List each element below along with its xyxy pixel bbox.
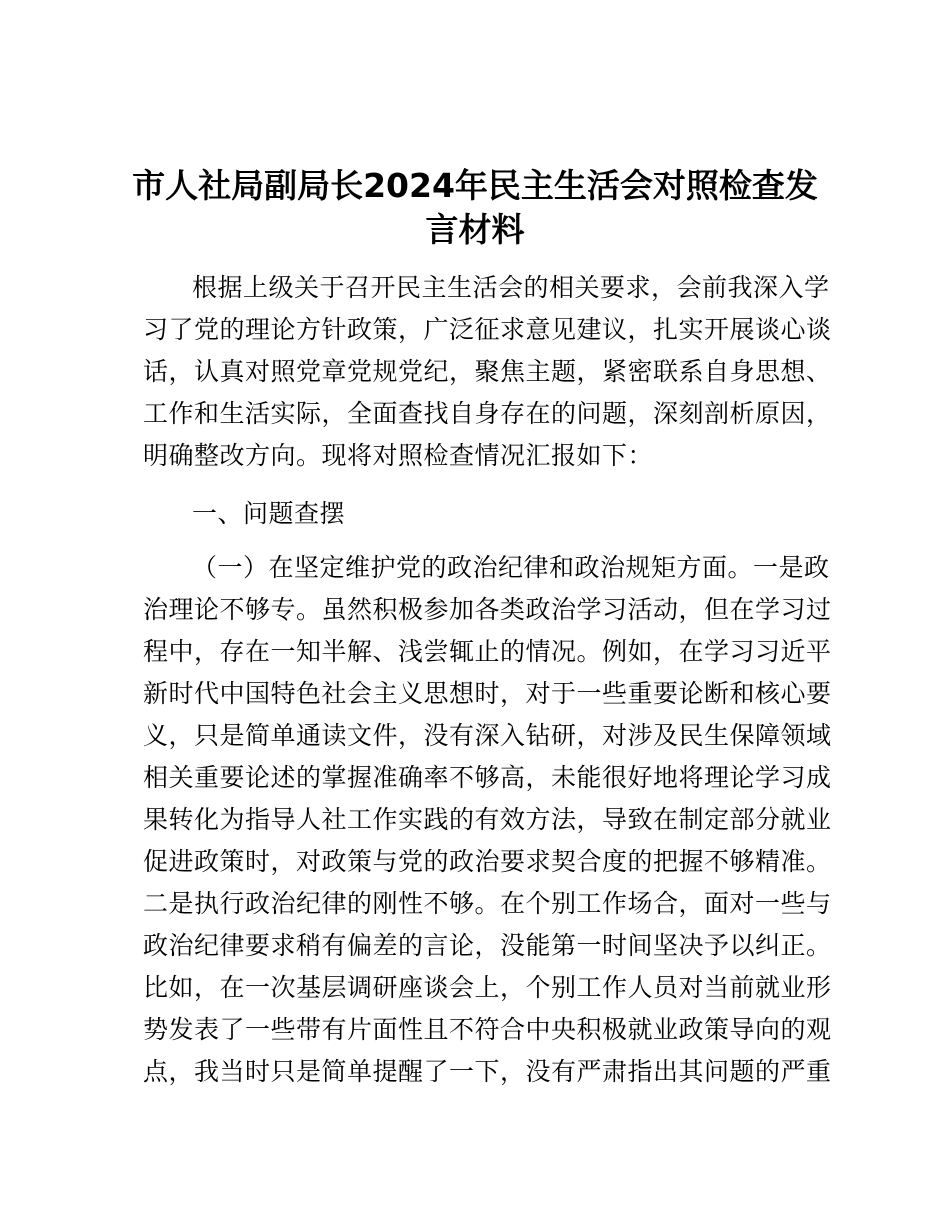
body-line: 治理论不够专。虽然积极参加各类政治学习活动，但在学习过: [143, 595, 832, 624]
body-line: 新时代中国特色社会主义思想时，对于一些重要论断和核心要: [143, 679, 832, 708]
body-line: 习了党的理论方针政策，广泛征求意见建议，扎实开展谈心谈: [143, 315, 832, 344]
section-heading: 一、问题查摆: [192, 499, 346, 528]
body-line: 话，认真对照党章党规党纪，聚焦主题，紧密联系自身思想、: [143, 357, 832, 386]
body-line: 义，只是简单通读文件，没有深入钻研，对涉及民生保障领域: [143, 721, 832, 750]
title-line-2: 言材料: [425, 210, 525, 249]
body-line: 点，我当时只是简单提醒了一下，没有严肃指出其问题的严重: [143, 1057, 832, 1086]
body-line: 比如，在一次基层调研座谈会上，个别工作人员对当前就业形: [143, 973, 832, 1002]
body-line: 工作和生活实际，全面查找自身存在的问题，深刻剖析原因，: [143, 399, 832, 428]
body-line: （一）在坚定维护党的政治纪律和政治规矩方面。一是政: [192, 553, 830, 582]
title-line-1: 市人社局副局长2024年民主生活会对照检查发: [132, 166, 818, 205]
body-line: 明确整改方向。现将对照检查情况汇报如下：: [143, 441, 654, 470]
body-line: 果转化为指导人社工作实践的有效方法，导致在制定部分就业: [143, 805, 832, 834]
body-line: 政治纪律要求稍有偏差的言论，没能第一时间坚决予以纠正。: [143, 931, 832, 960]
body-line: 二是执行政治纪律的刚性不够。在个别工作场合，面对一些与: [143, 889, 832, 918]
body-line: 根据上级关于召开民主生活会的相关要求，会前我深入学: [192, 273, 830, 302]
document-title: [100, 164, 850, 252]
body-line: 相关重要论述的掌握准确率不够高，未能很好地将理论学习成: [143, 763, 832, 792]
body-line: 势发表了一些带有片面性且不符合中央积极就业政策导向的观: [143, 1015, 832, 1044]
body-line: 程中，存在一知半解、浅尝辄止的情况。例如，在学习习近平: [143, 637, 832, 666]
body-line: 促进政策时，对政策与党的政治要求契合度的把握不够精准。: [143, 847, 832, 876]
